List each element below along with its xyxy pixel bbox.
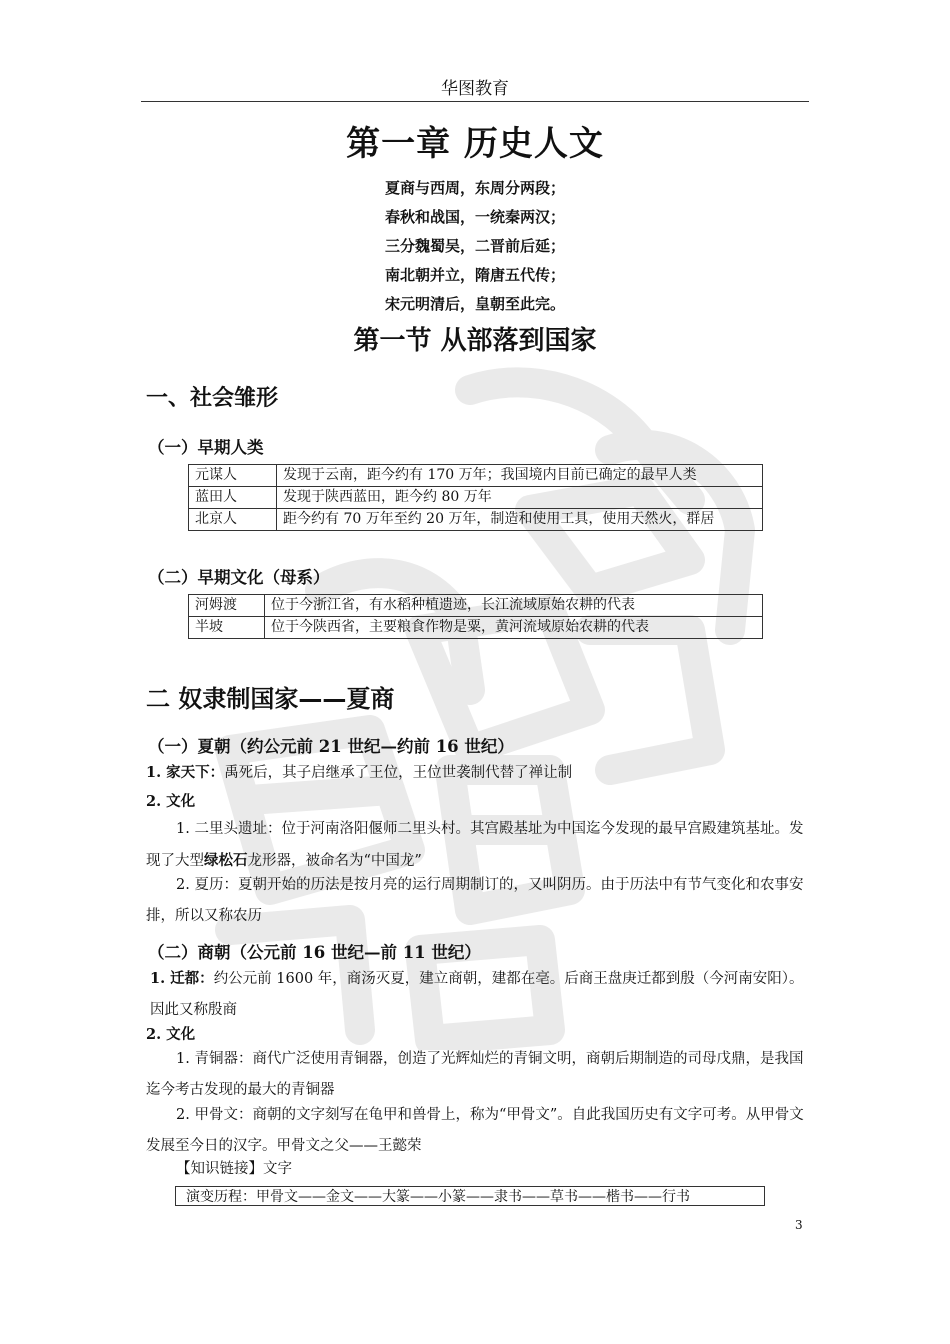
chapter-title: 第一章 历史人文 [346, 124, 604, 164]
table-cell: 位于今浙江省，有水稻种植遗迹，长江流域原始农耕的代表 [265, 595, 763, 617]
part2-heading: 二 奴隶制国家——夏商 [146, 685, 395, 713]
early-culture-heading: （二）早期文化（母系） [148, 568, 330, 587]
xia-text-1: 禹死后，其子启继承了王位，王位世袭制代替了禅让制 [224, 765, 573, 781]
header-divider [141, 101, 809, 102]
table-row [189, 465, 763, 487]
xia-label-1: 1. 家天下： [146, 764, 225, 781]
poem-line: 南北朝并立，隋唐五代传； [384, 266, 565, 284]
shang-paragraph-1 [150, 963, 810, 1026]
table-row [189, 487, 763, 509]
early-culture-table [188, 594, 763, 639]
section-title: 第一节 从部落到国家 [353, 326, 597, 356]
xia-paragraph-4: 2. 夏历：夏朝开始的历法是按月亮的运行周期制订的，又叫阴历。由于历法中有节气变化和农事安排，所以又称农历 [146, 877, 804, 924]
poem-line: 三分魏蜀吴，二晋前后延； [384, 237, 565, 255]
early-humans-heading: （一）早期人类 [148, 438, 264, 457]
knowledge-link-box: 演变历程：甲骨文——金文——大篆——小篆——隶书——草书——楷书——行书 [175, 1186, 765, 1206]
shang-paragraph-4: 2. 甲骨文：商朝的文字刻写在龟甲和兽骨上，称为“甲骨文”。自此我国历史有文字可考。从甲骨文发展至今日的汉字。甲骨文之父——王懿荣 [146, 1107, 804, 1154]
table-row [189, 595, 763, 617]
xia-text-3b: 绿松石 [204, 852, 248, 869]
table-row [189, 509, 763, 531]
table-cell: 元谋人 [189, 465, 277, 487]
shang-heading: （二）商朝（公元前 16 世纪—前 11 世纪） [148, 943, 481, 962]
table-cell: 位于今陕西省，主要粮食作物是粟，黄河流域原始农耕的代表 [265, 617, 763, 639]
shang-paragraph-3: 1. 青铜器：商代广泛使用青铜器，创造了光辉灿烂的青铜文明，商朝后期制造的司母戊鼎，是我国迄今考古发现的最大的青铜器 [146, 1051, 804, 1098]
poem [0, 174, 950, 319]
xia-paragraph-3 [146, 814, 810, 877]
shang-text-1: 约公元前 1600 年，商汤灭夏，建立商朝，建都在亳。后商王盘庚迁都到殷（今河南安阳）。因此又称殷商 [150, 971, 804, 1018]
xia-heading: （一）夏朝（约公元前 21 世纪—约前 16 世纪） [148, 737, 514, 756]
xia-paragraph-1 [146, 757, 806, 789]
part1-heading: 一、社会雏形 [146, 386, 279, 411]
poem-line: 宋元明清后，皇朝至此完。 [384, 295, 565, 313]
table-row [189, 617, 763, 639]
poem-line: 夏商与西周，东周分两段； [384, 179, 565, 197]
xia-text-3c: 龙形器，被命名为“中国龙” [247, 853, 422, 869]
page-number: 3 [795, 1218, 803, 1232]
table-cell: 北京人 [189, 509, 277, 531]
table-cell: 发现于陕西蓝田，距今约 80 万年 [277, 487, 763, 509]
header-title: 华图教育 [441, 79, 509, 99]
shang-label-1: 1. 迁都： [150, 970, 214, 987]
table-cell: 距今约有 70 万年至约 20 万年，制造和使用工具，使用天然火，群居 [277, 509, 763, 531]
xia-label-2: 2. 文化 [146, 793, 196, 810]
xia-text-3a: 1. 二里头遗址：位于河南洛阳偃师二里头村。其宫殿基址为中国迄今发现的最早宫殿建筑基址。发现了大型 [146, 821, 804, 869]
table-cell: 半坡 [189, 617, 265, 639]
table-cell: 蓝田人 [189, 487, 277, 509]
table-cell: 发现于云南，距今约有 170 万年；我国境内目前已确定的最早人类 [277, 465, 763, 487]
shang-label-2: 2. 文化 [146, 1026, 196, 1043]
early-humans-table [188, 464, 763, 531]
table-cell: 河姆渡 [189, 595, 265, 617]
poem-line: 春秋和战国，一统秦两汉； [384, 208, 565, 226]
knowledge-link-label: 【知识链接】文字 [176, 1161, 292, 1177]
